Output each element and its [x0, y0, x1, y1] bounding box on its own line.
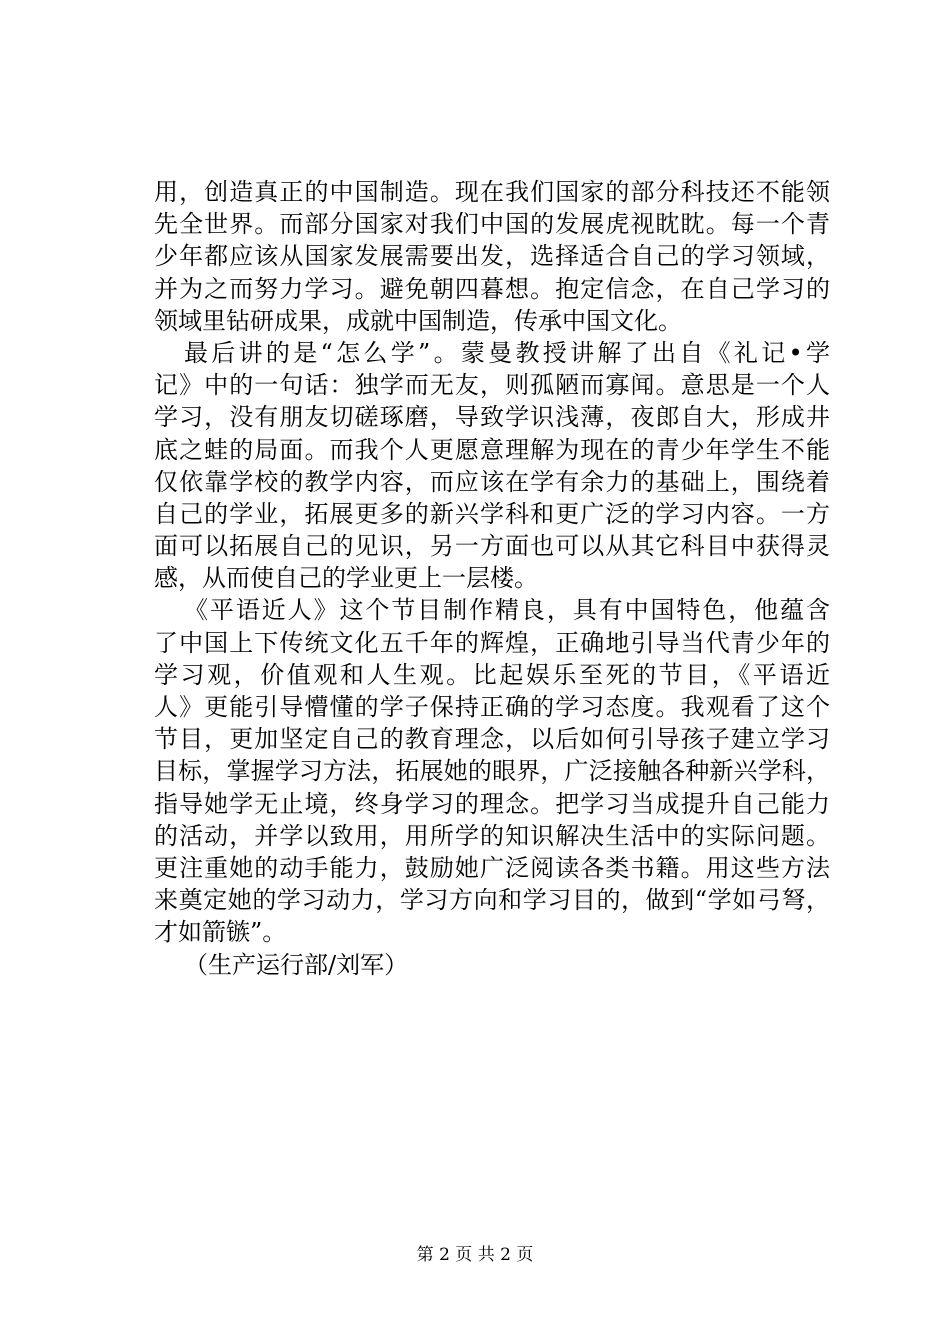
text-line: 底之蛙的局面。而我个人更愿意理解为现在的青少年学生不能 [154, 435, 830, 464]
text-line: 仅依靠学校的教学内容，而应该在学有余力的基础上，围绕着 [154, 467, 830, 496]
text-line: 最后讲的是“怎么学”。蒙曼教授讲解了出自《礼记•学 [184, 338, 830, 367]
text-line: 指导她学无止境，终身学习的理念。把学习当成提升自己能力 [154, 789, 830, 818]
text-line: 才如箭镞”。 [154, 918, 287, 947]
text-line: 目标，掌握学习方法，拓展她的眼界，广泛接触各种新兴学科， [154, 757, 830, 786]
author-signature: （生产运行部/刘军） [184, 950, 409, 979]
text-line: 的活动，并学以致用，用所学的知识解决生活中的实际问题。 [154, 821, 830, 850]
document-body [154, 176, 830, 981]
text-line: 先全世界。而部分国家对我们中国的发展虎视眈眈。每一个青 [154, 210, 830, 239]
text-line: 用，创造真正的中国制造。现在我们国家的部分科技还不能领 [154, 178, 830, 206]
text-line: 自己的学业，拓展更多的新兴学科和更广泛的学习内容。一方 [154, 499, 830, 528]
text-line: 面可以拓展自己的见识，另一方面也可以从其它科目中获得灵 [154, 532, 830, 561]
text-line: 记》中的一句话：独学而无友，则孤陋而寡闻。意思是一个人 [154, 371, 830, 400]
text-line: 更注重她的动手能力，鼓励她广泛阅读各类书籍。用这些方法 [154, 853, 830, 882]
text-line: 领域里钻研成果，成就中国制造，传承中国文化。 [154, 306, 682, 335]
text-line: 感，从而使自己的学业更上一层楼。 [154, 564, 538, 593]
text-line: 人》更能引导懵懂的学子保持正确的学习态度。我观看了这个 [154, 693, 830, 721]
text-line: 少年都应该从国家发展需要出发，选择适合自己的学习领域， [154, 242, 830, 271]
text-line: 来奠定她的学习动力，学习方向和学习目的，做到“学如弓弩， [154, 886, 830, 915]
page-number-footer: 第 2 页 共 2 页 [416, 1245, 534, 1265]
text-line: 学习，没有朋友切磋琢磨，导致学识浅薄，夜郎自大，形成井 [154, 403, 830, 432]
text-line: 《平语近人》这个节目制作精良，具有中国特色，他蕴含 [184, 596, 830, 625]
text-line: 并为之而努力学习。避免朝四暮想。抱定信念，在自己学习的 [154, 274, 830, 303]
text-line: 学习观，价值观和人生观。比起娱乐至死的节目，《平语近 [154, 660, 830, 689]
text-line: 节目，更加坚定自己的教育理念，以后如何引导孩子建立学习 [154, 725, 830, 754]
text-line: 了中国上下传统文化五千年的辉煌，正确地引导当代青少年的 [154, 628, 830, 657]
